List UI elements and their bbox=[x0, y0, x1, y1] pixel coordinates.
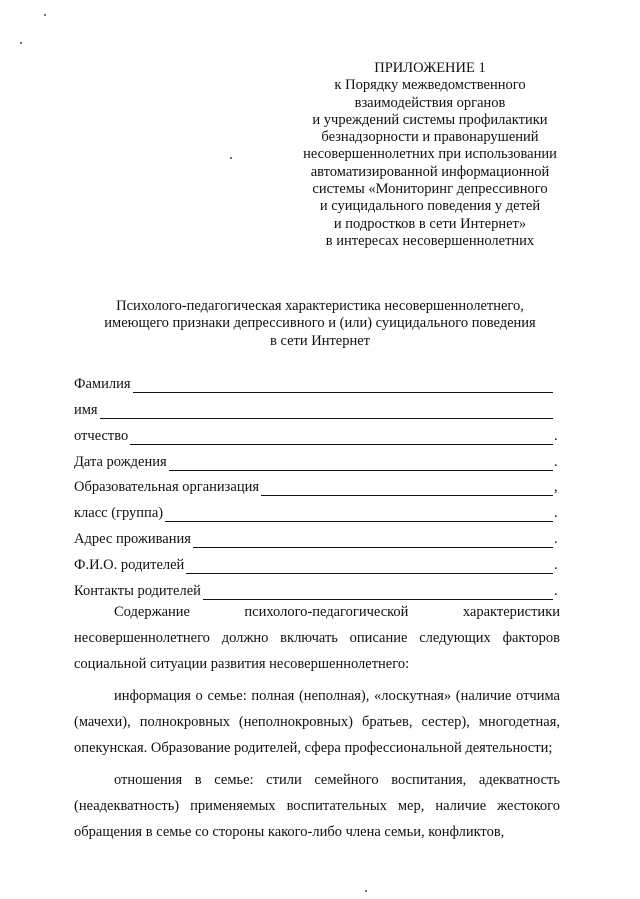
form-fields bbox=[74, 367, 560, 600]
field-label: Фамилия bbox=[74, 375, 131, 392]
field-address bbox=[74, 522, 560, 548]
field-end-mark: . bbox=[554, 427, 558, 444]
appendix-line: и учреждений системы профилактики bbox=[312, 111, 548, 128]
scan-speck bbox=[365, 890, 367, 892]
blank-line[interactable] bbox=[169, 456, 553, 471]
field-birth-date bbox=[74, 445, 560, 471]
appendix-line: и суицидального поведения у детей bbox=[319, 198, 541, 215]
title-line: Психолого-педагогическая характеристика несовершеннолетнего, bbox=[116, 298, 524, 314]
field-label: имя bbox=[74, 401, 98, 418]
appendix-line: взаимодействия органов bbox=[354, 94, 506, 111]
field-label: Контакты родителей bbox=[74, 583, 201, 600]
blank-line[interactable] bbox=[193, 533, 553, 548]
appendix-line: автоматизированной информационной bbox=[310, 163, 550, 180]
paragraph: отношения в семье: стили семейного воспитания, адекватность (неадекватность) применяемых воспитательных мер, наличие жестокого обращения в семье со стороны какого-либо члена семьи, конфликтов, bbox=[74, 772, 560, 840]
field-end-mark: . bbox=[554, 531, 558, 548]
field-name bbox=[74, 393, 560, 419]
title-line: в сети Интернет bbox=[269, 332, 371, 349]
field-end-mark: , bbox=[554, 479, 558, 496]
appendix-header bbox=[250, 60, 610, 250]
field-label: Ф.И.О. родителей bbox=[74, 557, 185, 574]
appendix-line: в интересах несовершеннолетних bbox=[325, 232, 535, 249]
field-end-mark: . bbox=[554, 505, 558, 522]
field-label: класс (группа) bbox=[74, 505, 164, 522]
field-surname bbox=[74, 367, 560, 393]
title-line: имеющего признаки депрессивного и (или) суицидального поведения bbox=[104, 315, 536, 332]
document-title bbox=[60, 298, 580, 350]
field-label: Адрес проживания bbox=[74, 531, 191, 548]
blank-line[interactable] bbox=[186, 559, 553, 574]
field-parents-contacts bbox=[74, 574, 560, 600]
appendix-line: ПРИЛОЖЕНИЕ 1 bbox=[374, 60, 486, 76]
appendix-line: и подростков в сети Интернет» bbox=[333, 215, 527, 232]
appendix-line: безнадзорности и правонарушений bbox=[321, 129, 539, 146]
field-label: Дата рождения bbox=[74, 453, 167, 470]
blank-line[interactable] bbox=[130, 430, 553, 445]
appendix-line: системы «Мониторинг депрессивного bbox=[312, 181, 548, 198]
field-school bbox=[74, 471, 560, 497]
field-end-mark: . bbox=[554, 583, 558, 600]
appendix-line: к Порядку межведомственного bbox=[334, 77, 526, 94]
body-text bbox=[74, 599, 560, 851]
blank-line[interactable] bbox=[165, 507, 553, 522]
scan-speck bbox=[230, 157, 232, 159]
scan-speck bbox=[20, 42, 22, 44]
field-parents-name bbox=[74, 548, 560, 574]
blank-line[interactable] bbox=[203, 585, 553, 600]
field-label: отчество bbox=[74, 427, 129, 444]
field-patronymic bbox=[74, 419, 560, 445]
blank-line[interactable] bbox=[133, 378, 554, 393]
field-end-mark: . bbox=[554, 453, 558, 470]
field-label: Образовательная организация bbox=[74, 479, 260, 496]
field-class bbox=[74, 496, 560, 522]
paragraph: информация о семье: полная (неполная), «лоскутная» (наличие отчима (мачехи), полнокровных (неполнокровных) братьев, сестер), многодетная, опекунская. Образование родителей, сфера профессиональной деятельности; bbox=[74, 688, 560, 756]
appendix-line: несовершеннолетних при использовании bbox=[303, 146, 557, 163]
paragraph: Содержание психолого-педагогической характеристики несовершеннолетнего должно включать описание следующих факторов социальной ситуации развития несовершеннолетнего: bbox=[74, 604, 560, 672]
blank-line[interactable] bbox=[100, 404, 553, 419]
field-end-mark: . bbox=[554, 557, 558, 574]
scan-speck bbox=[44, 14, 46, 16]
blank-line[interactable] bbox=[261, 481, 553, 496]
